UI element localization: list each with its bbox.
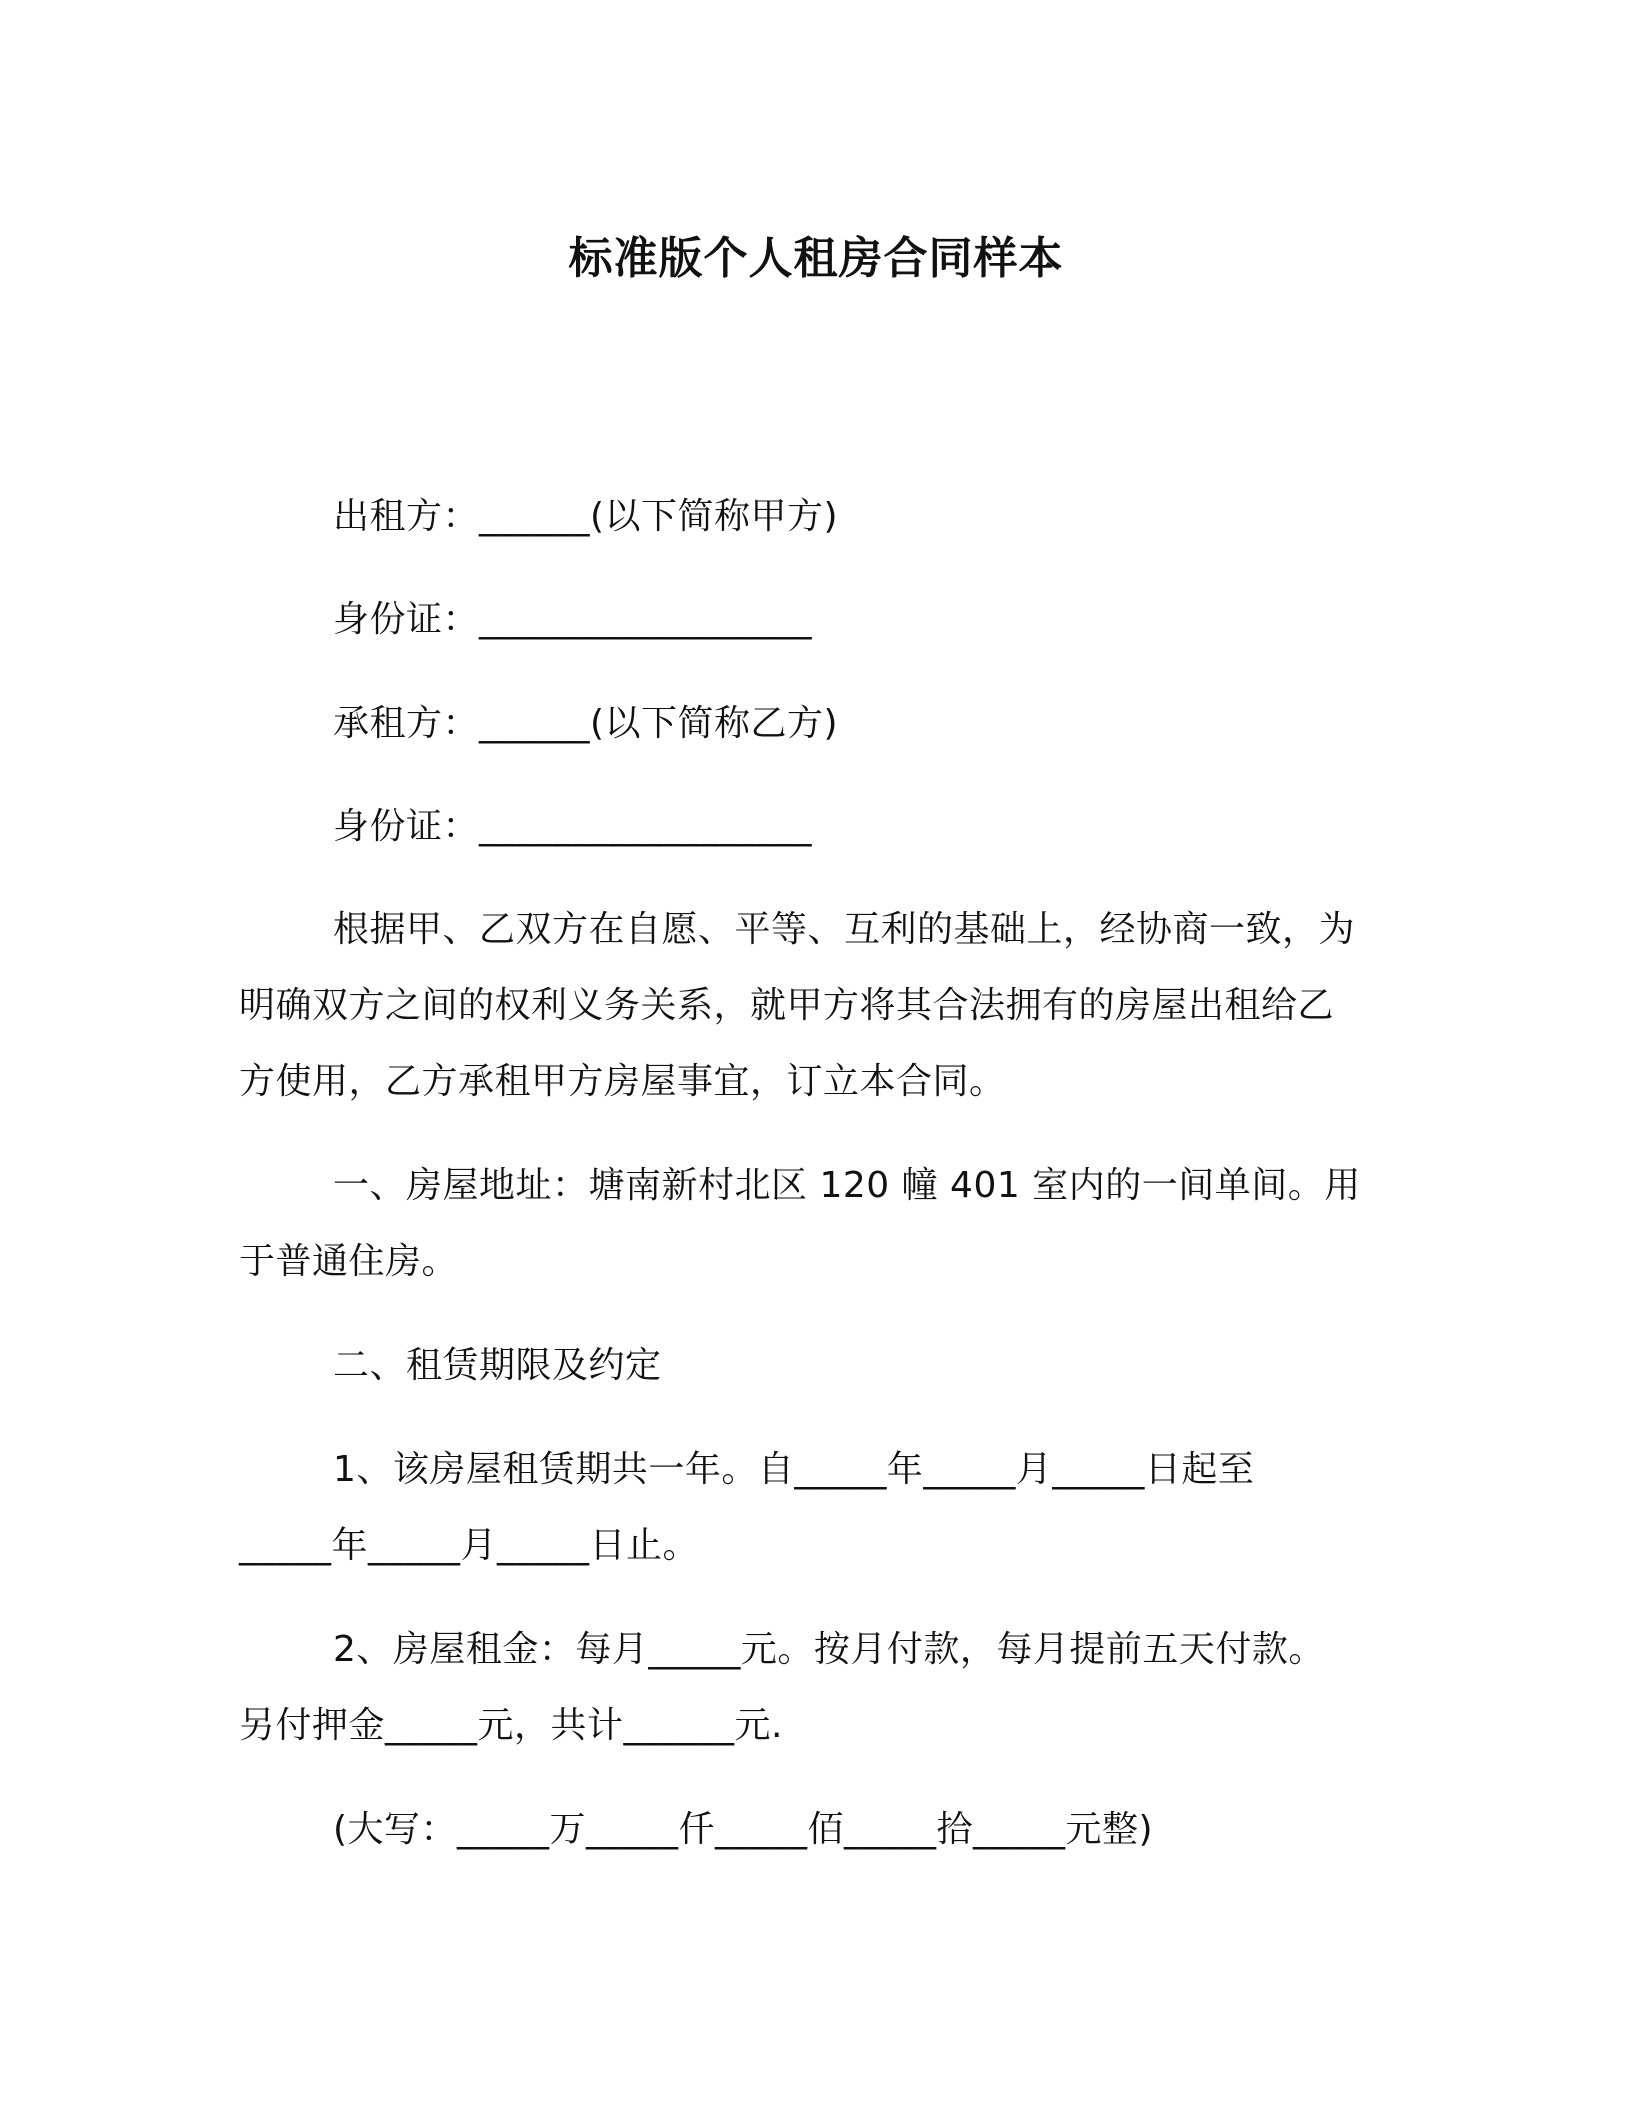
clause-1-line-1: 一、房屋地址：塘南新村北区 120 幢 401 室内的一间单间。用 <box>333 1165 1361 1206</box>
lessee-line: 承租方：______(以下简称乙方) <box>333 703 839 744</box>
lessor-line: 出租方：______(以下简称甲方) <box>333 496 839 537</box>
term-line-2: _____年_____月_____日止。 <box>239 1525 700 1566</box>
lessee-id-line: 身份证：__________________ <box>333 806 813 847</box>
lessor-id-line: 身份证：__________________ <box>333 599 813 640</box>
amount-in-words-line: (大写：_____万_____仟_____佰_____拾_____元整) <box>333 1809 1154 1850</box>
preamble-line-3: 方使用，乙方承租甲方房屋事宜，订立本合同。 <box>239 1061 1006 1102</box>
term-line-1: 1、该房屋租赁期共一年。自_____年_____月_____日起至 <box>333 1449 1255 1490</box>
preamble-line-1: 根据甲、乙双方在自愿、平等、互利的基础上，经协商一致，为 <box>333 909 1356 950</box>
document-title: 标准版个人租房合同样本 <box>568 233 1064 284</box>
clause-2-heading: 二、租赁期限及约定 <box>333 1345 662 1386</box>
clause-1-line-2: 于普通住房。 <box>239 1241 459 1282</box>
rent-line-2: 另付押金_____元，共计______元. <box>239 1705 783 1746</box>
preamble-line-2: 明确双方之间的权利义务关系，就甲方将其合法拥有的房屋出租给乙 <box>239 985 1335 1026</box>
rent-line-1: 2、房屋租金：每月_____元。按月付款，每月提前五天付款。 <box>333 1629 1325 1670</box>
